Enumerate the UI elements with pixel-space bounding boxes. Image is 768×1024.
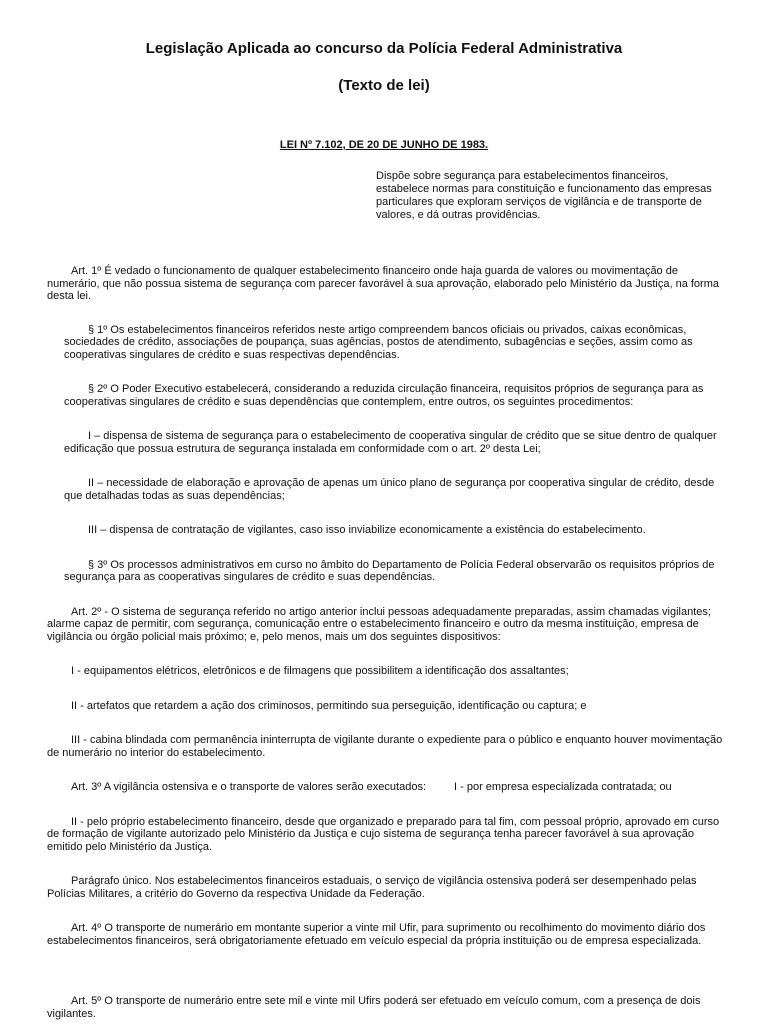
art-1-paragraph-1: § 1º Os estabelecimentos financeiros referidos neste artigo compreendem bancos oficiais ou privados, caixas econômicas, sociedades de crédito, associações de poupança, suas agências, postos de atendimento, subagências e seções, assim como as cooperativas singulares de crédito e suas respectivas dependências.: [64, 323, 693, 361]
art-3-sole-paragraph: Parágrafo único. Nos estabelecimentos financeiros estaduais, o serviço de vigilância ostensiva poderá ser desempenhado pelas Polícias Militares, a critério do Governo da respectiva Unidade da Federação.: [47, 875, 697, 900]
law-ementa: Dispõe sobre segurança para estabelecimentos financeiros, estabelece normas para constituição e funcionamento das empresas particulares que exploram serviços de vigilância e de transporte de valores, e dá outras providências.: [376, 170, 712, 221]
art-1-paragraph-2-item-3: III – dispensa de contratação de vigilantes, caso isso inviabilize economicamente a existência do estabelecimento.: [88, 524, 646, 536]
art-5: Art. 5º O transporte de numerário entre sete mil e vinte mil Ufirs poderá ser efetuado em veículo comum, com a presença de dois vigilantes.: [47, 995, 701, 1020]
art-1-paragraph-3: § 3º Os processos administrativos em curso no âmbito do Departamento de Polícia Federal observarão os requisitos próprios de segurança para as cooperativas singulares de crédito e suas dependências.: [64, 558, 715, 583]
law-title: LEI Nº 7.102, DE 20 DE JUNHO DE 1983.: [279, 139, 489, 151]
art-4: Art. 4º O transporte de numerário em montante superior a vinte mil Ufir, para suprimento ou recolhimento do movimento diário dos estabelecimentos financeiros, será obrigatoriamente efetuado em veículo especial da própria instituição ou de empresa especializada.: [47, 922, 706, 947]
art-3-item-1: I - por empresa especializada contratada; ou: [454, 781, 672, 793]
art-1-paragraph-2-item-1: I – dispensa de sistema de segurança para o estabelecimento de cooperativa singular de crédito que se situe dentro de qualquer edificação que possua estrutura de segurança instalada em conformidade com o art. 2º desta Lei;: [64, 430, 717, 455]
art-1: Art. 1º É vedado o funcionamento de qualquer estabelecimento financeiro onde haja guarda de valores ou movimentação de numerário, que não possua sistema de segurança com parecer favorável à sua aprovação, elaborado pelo Ministério da Justiça, na forma desta lei.: [47, 265, 719, 302]
art-1-paragraph-2: § 2º O Poder Executivo estabelecerá, considerando a reduzida circulação financeira, requisitos próprios de segurança para as cooperativas singulares de crédito e suas dependências que contemplem, entre outros, os seguintes procedimentos:: [64, 383, 704, 408]
art-2-item-2: II - artefatos que retardem a ação dos criminosos, permitindo sua perseguição, identificação ou captura; e: [71, 699, 587, 712]
art-3-item-2: II - pelo próprio estabelecimento financeiro, desde que organizado e preparado para tal fim, com pessoal próprio, aprovado em curso de formação de vigilante autorizado pelo Ministério da Justiça e cujo sistema de segurança tenha parecer favorável à sua aprovação emitido pelo Ministério da Justiça.: [47, 815, 720, 853]
art-3-caput: Art. 3º A vigilância ostensiva e o transporte de valores serão executados:: [71, 781, 426, 793]
document-title: Legislação Aplicada ao concurso da Polícia Federal Administrativa: [145, 40, 623, 57]
law-body: [47, 265, 723, 1020]
art-2: Art. 2º - O sistema de segurança referido no artigo anterior inclui pessoas adequadamente preparadas, assim chamadas vigilantes; alarme capaz de permitir, com segurança, comunicação entre o estabelecimento financeiro e outro da mesma instituição, empresa de vigilância ou órgão policial mais próximo; e, pelo menos, mais um dos seguintes dispositivos:: [47, 605, 711, 643]
art-1-paragraph-2-item-2: II – necessidade de elaboração e aprovação de apenas um único plano de segurança por cooperativa singular de crédito, desde que detalhadas todas as suas dependências;: [64, 477, 715, 502]
art-2-item-1: I - equipamentos elétricos, eletrônicos e de filmagens que possibilitem a identificação dos assaltantes;: [71, 665, 569, 677]
document-subtitle: (Texto de lei): [338, 77, 430, 94]
art-2-item-3: III - cabina blindada com permanência ininterrupta de vigilante durante o expediente para o público e enquanto houver movimentação de numerário no interior do estabelecimento.: [47, 734, 723, 759]
art-3: [47, 781, 723, 794]
